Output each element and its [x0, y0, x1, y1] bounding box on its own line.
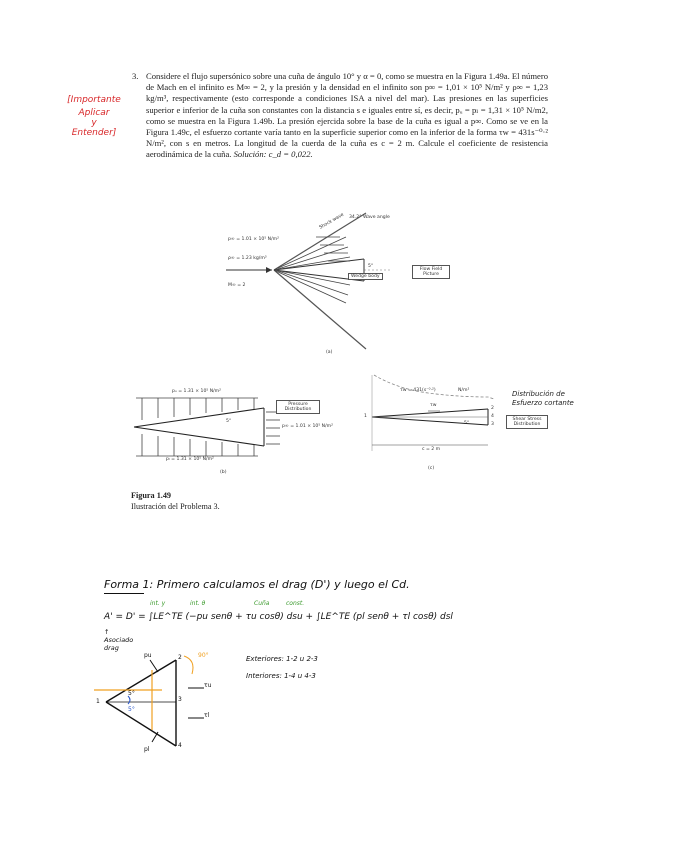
notes-heading: Forma 1: Primero calculamos el drag (D') y luego el Cd. — [104, 578, 410, 591]
sketch-n3: 3 — [178, 696, 182, 703]
shear-line2: Distribution — [513, 422, 541, 427]
tau-w-label: τw — [430, 403, 437, 408]
shear-stress-box — [506, 415, 548, 429]
sketch-right-angle: 90° — [198, 652, 209, 659]
arrow-note — [104, 628, 133, 652]
figure-c — [364, 371, 548, 476]
problem-solution: Solución: c_d = 0,022. — [233, 149, 313, 160]
wedge-upper — [274, 259, 364, 270]
point2-c: 2 — [491, 406, 494, 411]
sketch-n2: 2 — [178, 654, 182, 661]
wave-angle-label: 34.2° Wave angle — [349, 215, 390, 220]
sketch-pu: pu — [144, 652, 152, 659]
shock-wave-lower — [274, 270, 366, 349]
shock-wave-upper — [274, 213, 366, 270]
sketch-tu: τu — [204, 682, 212, 689]
flow-field-box — [412, 265, 450, 279]
int-note-1: int. y — [150, 600, 166, 607]
int-note-2: int. θ — [190, 600, 206, 607]
margin-note-line4: Entender] — [71, 128, 117, 138]
figure-b — [130, 388, 360, 488]
inside-note: Interiores: 1-4 u 4-3 — [246, 672, 316, 680]
sketch-n1: 1 — [96, 698, 100, 705]
problem-number: 3. — [132, 71, 139, 81]
pu-label: pᵤ = 1.31 × 10⁵ N/m² — [172, 389, 221, 394]
angle-a-label: 5° — [368, 264, 374, 269]
margin-note-line2: Aplicar — [78, 108, 110, 118]
chord-label: c = 2 m — [422, 447, 441, 452]
pressure-line1: Pressure — [288, 402, 308, 407]
drag-equation: A' = D' = ∫LE^TE (−pu senθ + τu cosθ) dsu + ∫LE^TE (pl senθ + τl cosθ) dsl — [104, 612, 453, 622]
problem-text: Considere el flujo supersónico sobre una cuña de ángulo 10° y α = 0, como se muestra en la Figura 1.49a. El número de Mach en el infinito es M∞ = 2, y la presión y la densidad en el infinito son p∞ = 1,01 × 10⁵ N/m² y ρ∞ = 1,23 kg/m³, respectivamente (esto corresponde a condiciones ISA a nivel del mar). Las presiones en las superficies superior e inferior de la cuña son constantes con la distancia s e iguales entre sí, es decir, pᵤ = pₗ = 1,31 × 10⁵ N/m2, como se muestra en la Figura 1.49b. La presión ejercida sobre la base de la cuña es igual a p∞. Como se ve en la Figura 1.49c, el esfuerzo cortante varía tanto en la superficie superior como en la inferior de la forma τw = 431s⁻⁰·² N/m², con s en metros. La longitud de la cuerda de la cuña es c = 2 m. Calcule el coeficiente de resistencia aerodinámica de la cuña. — [146, 71, 548, 160]
pl-label: pₗ = 1.31 × 10⁵ N/m² — [166, 457, 214, 462]
mach-label: M∞ = 2 — [228, 283, 246, 288]
problem-statement — [132, 71, 548, 161]
fig-c-note-line1: Distribución de — [512, 390, 565, 398]
angle-c-label: 5° — [464, 421, 470, 426]
arrow-note-line1: Asociado — [104, 636, 134, 644]
tau-c-label: τw = 431(s⁻⁰·²) — [400, 388, 436, 393]
figure-a-drawing — [216, 207, 456, 357]
outside-note: Exteriores: 1-2 u 2-3 — [246, 655, 318, 663]
pressure-line2: Distribution — [284, 407, 312, 412]
sketch-angle-bot: 5° — [128, 706, 135, 713]
flow-field-line1: Flow Field — [419, 267, 443, 272]
caption-title: Figura 1.49 — [131, 491, 172, 500]
pressure-box — [276, 400, 320, 414]
p-inf-b-label: p∞ = 1.01 × 10⁵ N/m² — [282, 424, 333, 429]
figure-c-label: (c) — [428, 466, 435, 471]
wedge-sketch-drawing — [92, 650, 222, 760]
sketch-pl: pl — [144, 746, 150, 753]
point1-c: 1 — [364, 414, 367, 419]
margin-note-line3: y — [91, 118, 97, 128]
angle-b-label: 5° — [226, 419, 232, 424]
point4-c: 4 — [491, 414, 494, 419]
wedge-body-label: Wedge body — [348, 273, 383, 280]
margin-note-line1: [Importante — [67, 95, 121, 105]
sketch-tl: τl — [204, 712, 210, 719]
figure-b-label: (b) — [220, 470, 227, 475]
point3-c: 3 — [491, 422, 494, 427]
margin-note — [58, 94, 130, 140]
figure-caption — [131, 490, 220, 512]
shear-line1: Shear Stress — [512, 417, 542, 422]
shock-wave-label: Shock wave — [318, 212, 345, 231]
wedge-b-lower — [134, 427, 264, 446]
arrow-note-glyph: ↑ — [104, 628, 110, 636]
fig-c-note — [512, 390, 574, 408]
tau-c-units: N/m² — [458, 388, 470, 393]
sketch-n4: 4 — [178, 742, 182, 749]
rho-inf-label: ρ∞ = 1.23 kg/m³ — [228, 256, 267, 261]
wedge-b-upper — [134, 408, 264, 427]
figure-a — [216, 207, 456, 357]
fig-c-note-line2: Esfuerzo cortante — [512, 399, 574, 407]
figure-a-label: (a) — [326, 350, 333, 355]
arrow-note-line2: drag — [104, 644, 119, 652]
p-inf-label: p∞ = 1.01 × 10⁵ N/m² — [228, 237, 279, 242]
int-note-4: const. — [286, 600, 305, 607]
flow-field-line2: Picture — [423, 272, 439, 277]
sketch-angle-top: 5° — [128, 690, 135, 697]
caption-text: Ilustración del Problema 3. — [131, 502, 220, 511]
int-note-3: Cuña — [254, 600, 270, 607]
notes-heading-underline — [104, 593, 144, 594]
wedge-sketch — [92, 650, 222, 760]
